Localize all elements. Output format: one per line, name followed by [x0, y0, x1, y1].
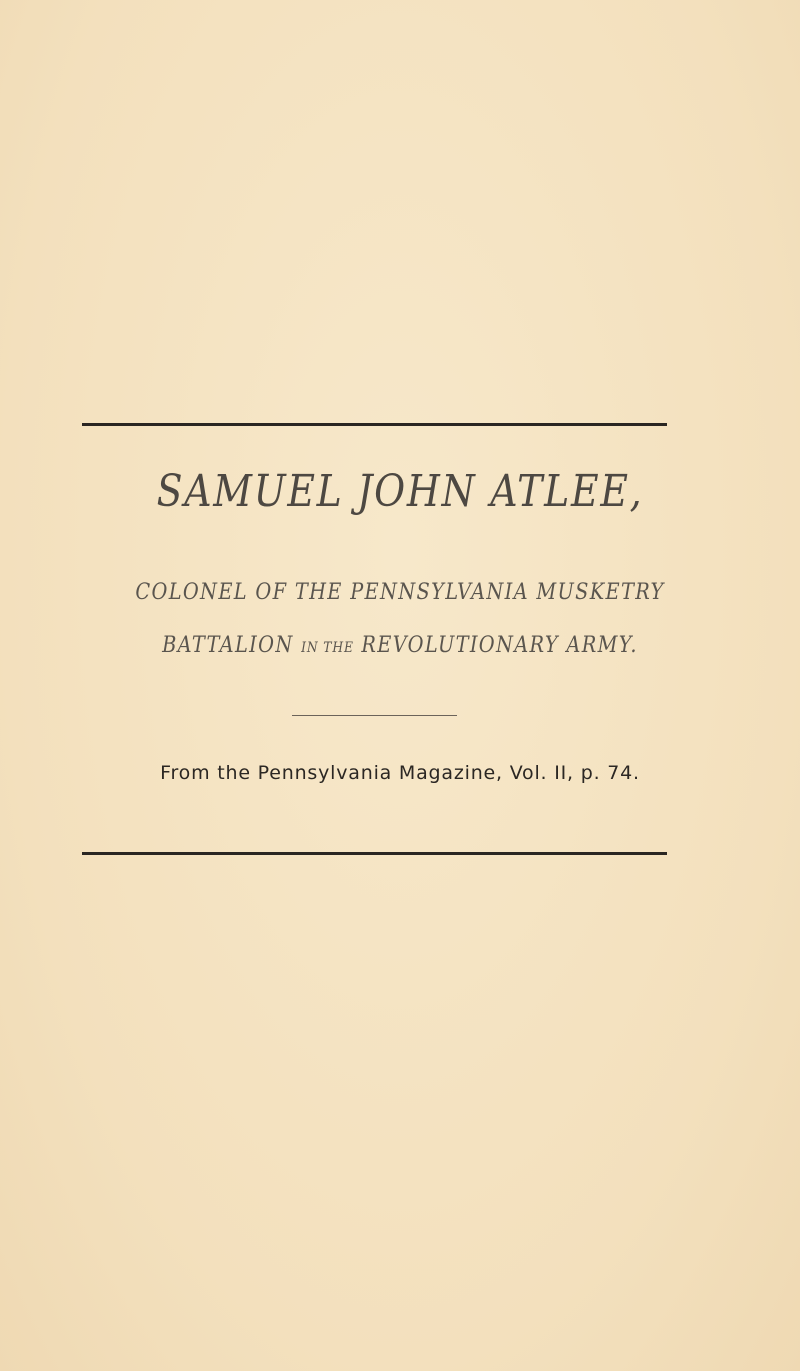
- subtitle-line-2-start: BATTALION: [162, 633, 294, 658]
- subtitle-line-2-end: REVOLUTIONARY ARMY.: [361, 633, 638, 658]
- subtitle-line-2-small: IN THE: [301, 640, 354, 656]
- subtitle-line-2: [48, 633, 752, 658]
- top-rule: [82, 423, 667, 426]
- subtitle-line-1: COLONEL OF THE PENNSYLVANIA MUSKETRY: [135, 580, 665, 605]
- middle-rule: [292, 715, 457, 716]
- bottom-rule: [82, 852, 667, 855]
- source-citation: From the Pennsylvania Magazine, Vol. II, p. 74.: [160, 762, 640, 784]
- page-title: SAMUEL JOHN ATLEE,: [156, 466, 644, 517]
